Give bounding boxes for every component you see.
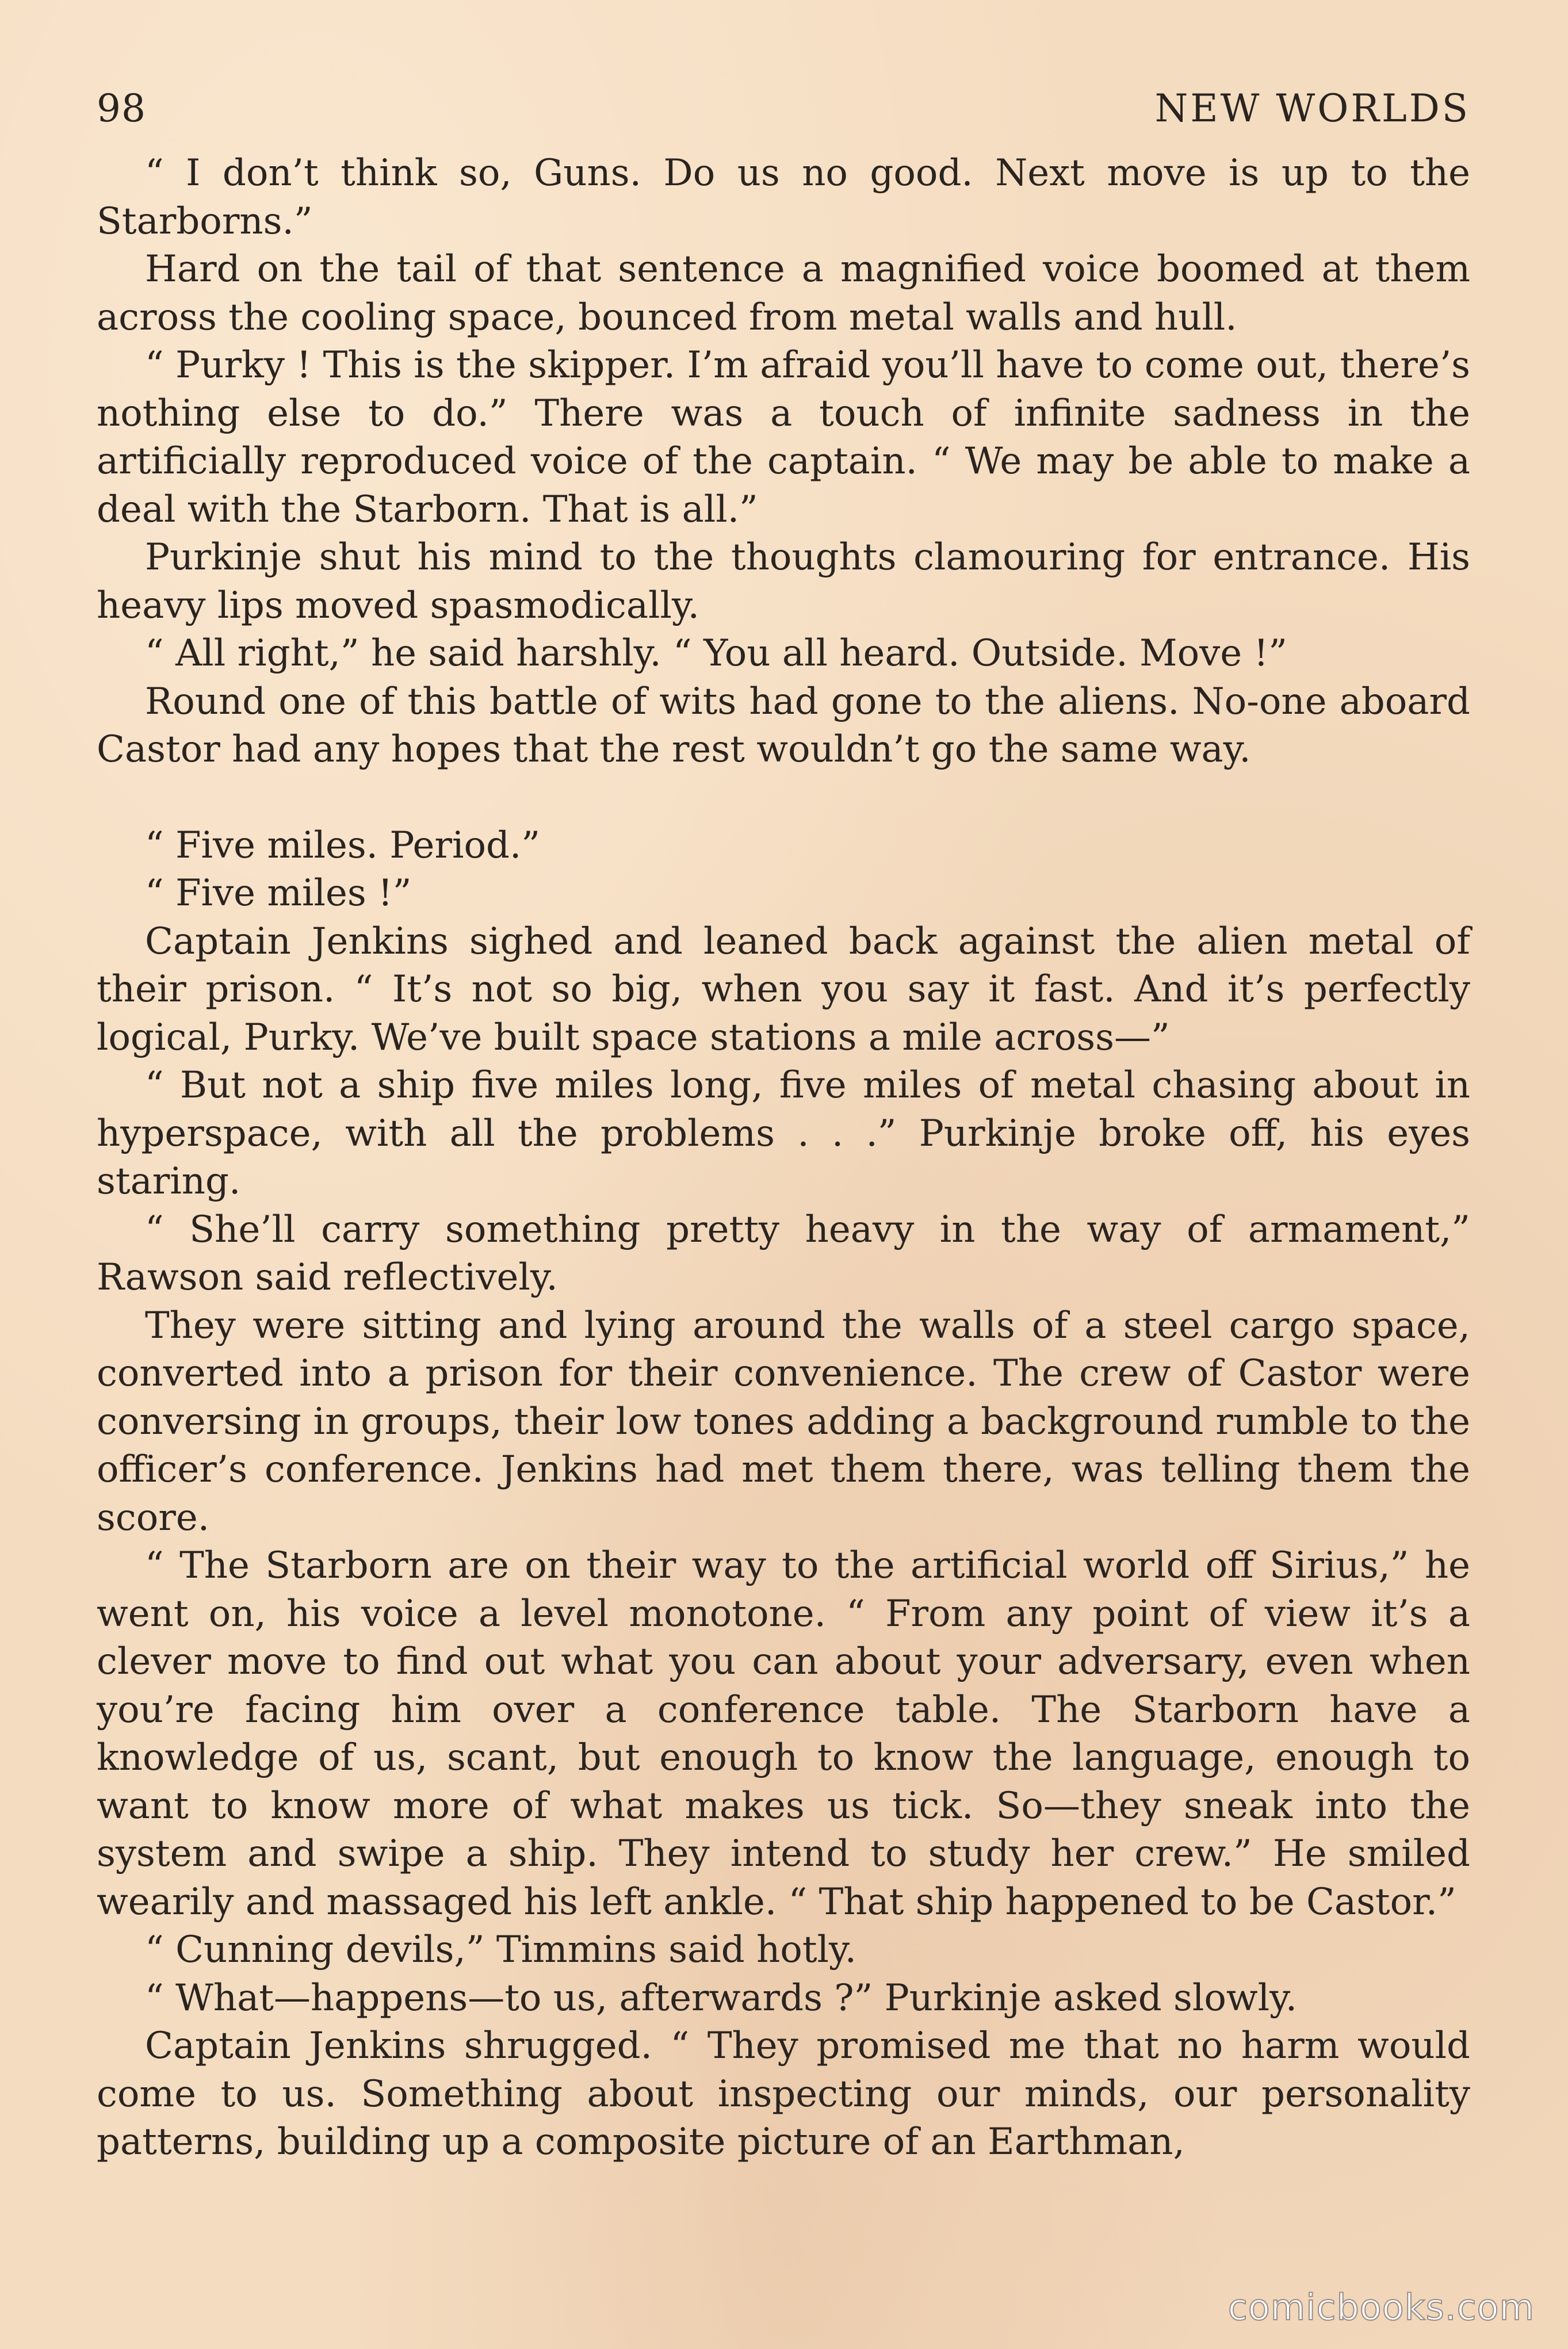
paragraph: Purkinje shut his mind to the thoughts clamouring for entrance. His heavy lips moved spasmodically. xyxy=(97,536,1470,627)
paragraph: “ Purky ! This is the skipper. I’m afraid you’ll have to come out, there’s nothing else to do.” There was a touch of infinite sadness in the artificially reproduced voice of the captain. “ We may be able to make a deal with the Starborn. That is all.” xyxy=(97,344,1470,531)
paragraph: “ What—happens—to us, afterwards ?” Purkinje asked slowly. xyxy=(145,1976,1298,2019)
paragraph: “ Five miles. Period.” xyxy=(145,824,541,867)
paragraph: “ But not a ship five miles long, five miles of metal chasing about in hyperspace, with all the problems . . .” Purkinje broke off, his eyes staring. xyxy=(97,1064,1470,1203)
paragraph: “ She’ll carry something pretty heavy in the way of armament,” Rawson said reflectively. xyxy=(97,1208,1470,1299)
running-head xyxy=(97,86,1470,150)
paragraph: “ All right,” he said harshly. “ You all heard. Outside. Move !” xyxy=(145,632,1287,675)
page-number: 98 xyxy=(97,86,146,131)
paragraph: Hard on the tail of that sentence a magnified voice boomed at them across the cooling space, bounced from metal walls and hull. xyxy=(97,248,1470,339)
magazine-page xyxy=(97,86,1470,2272)
paragraph: Captain Jenkins shrugged. “ They promised me that no harm would come to us. Something about inspecting our minds, our personality patterns, building up a composite picture of an Earthman, xyxy=(97,2025,1470,2163)
paragraph: They were sitting and lying around the walls of a steel cargo space, converted into a prison for their convenience. The crew of Castor were conversing in groups, their low tones adding a background rumble to the officer’s conference. Jenkins had met them there, was telling them the score. xyxy=(97,1304,1470,1539)
magazine-title: NEW WORLDS xyxy=(1154,86,1470,131)
paragraph: “ Cunning devils,” Timmins said hotly. xyxy=(145,1929,856,1971)
paragraph: Captain Jenkins sighed and leaned back against the alien metal of their prison. “ It’s not so big, when you say it fast. And it’s perfectly logical, Purky. We’ve built space stations a mile across—” xyxy=(97,920,1470,1059)
paragraph: “ The Starborn are on their way to the artificial world off Sirius,” he went on, his voice a level monotone. “ From any point of view it’s a clever move to find out what you can about your adversary, even when you’re facing him over a conference table. The Starborn have a knowledge of us, scant, but enough to know the language, enough to want to know more of what makes us tick. So—they sneak into the system and swipe a ship. They intend to study her crew.” He smiled wearily and massaged his left ankle. “ That ship happened to be Castor.” xyxy=(97,1544,1470,1923)
paragraph: “ I don’t think so, Guns. Do us no good. Next move is up to the Starborns.” xyxy=(97,152,1470,243)
watermark: comicbooks.com xyxy=(1227,2286,1535,2328)
paragraph: “ Five miles !” xyxy=(145,872,412,915)
paragraph: Round one of this battle of wits had gone to the aliens. No-one aboard Castor had any hopes that the rest wouldn’t go the same way. xyxy=(97,680,1470,771)
story-text xyxy=(97,150,1470,2167)
